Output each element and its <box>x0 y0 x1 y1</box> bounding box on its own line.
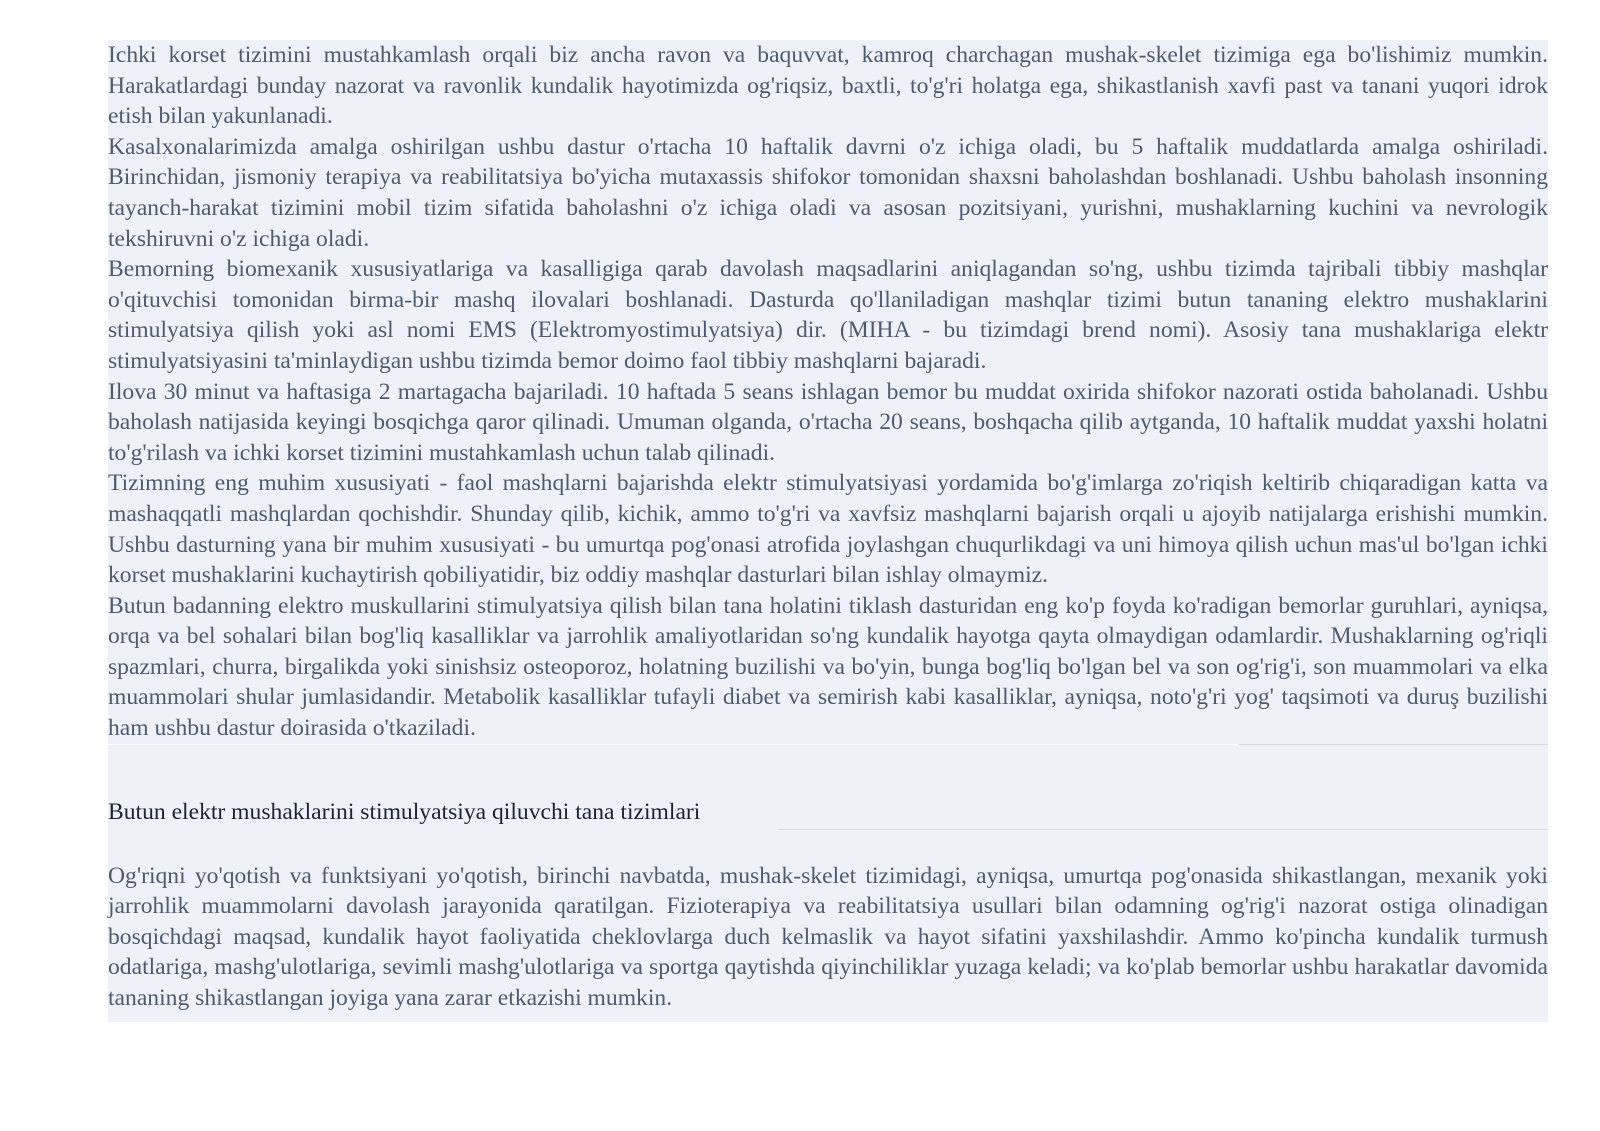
spacer <box>108 831 1548 861</box>
document-page <box>108 40 1548 1022</box>
paragraph: Butun badanning elektro muskullarini stimulyatsiya qilish bilan tana holatini tiklash dasturidan eng ko'p foyda ko'radigan bemorlar guruhlari, ayniqsa, orqa va bel sohalari bilan bog'liq kasalliklar va jarrohlik amaliyotlaridan so'ng kundalik hayotga qayta olmaydigan odamlardir. Mushaklarning og'riqli spazmlari, churra, birgalikda yoki sinishsiz osteoporoz, holatning buzilishi va bo'yin, bunga bog'liq bo'lgan bel va son og'rig'i, son muammolari va elka muammolari shular jumlasidandir. Metabolik kasalliklar tufayli diabet va semirish kabi kasalliklar, ayniqsa, noto'g'ri yog' taqsimoti va duruş buzilishi ham ushbu dastur doirasida o'tkaziladi. <box>108 592 1548 742</box>
section-text-block <box>108 861 1548 1022</box>
paragraph: Tizimning eng muhim xususiyati - faol mashqlarni bajarishda elektr stimulyatsiyasi yordamida bo'g'imlarga zo'riqish keltirib chiqaradigan katta va mashaqqatli mashqlardan qochishdir. Shunday qilib, kichik, ammo to'g'ri va xavfsiz mashqlarni bajarish orqali u ajoyib natijalarga erishishi mumkin. Ushbu dasturning yana bir muhim xususiyati - bu umurtqa pog'onasi atrofida joylashgan chuqurlikdagi va uni himoya qilish uchun mas'ul bo'lgan ichki korset mushaklarini kuchaytirish qobiliyatidir, biz oddiy mashqlar dasturlari bilan ishlay olmaymiz. <box>108 470 1548 589</box>
main-text-block <box>108 40 1548 744</box>
section-heading: Butun elektr mushaklarini stimulyatsiya qiluvchi tana tizimlari <box>108 798 701 825</box>
paragraph: Bemorning biomexanik xususiyatlariga va kasalligiga qarab davolash maqsadlarini aniqlagandan so'ng, ushbu tizimda tajribali tibbiy mashqlar o'qituvchisi tomonidan birma-bir mashq ilovalari boshlanadi. Dasturda qo'llaniladigan mashqlar tizimi butun tananing elektro mushaklarini stimulyatsiya qilish yoki asl nomi EMS (Elektromyostimulyatsiya) dir. (MIHA - bu tizimdagi brend nomi). Asosiy tana mushaklariga elektr stimulyatsiyasini ta'minlaydigan ushbu tizimda bemor doimo faol tibbiy mashqlarni bajaradi. <box>108 256 1548 374</box>
paragraph: Og'riqni yo'qotish va funktsiyani yo'qotish, birinchi navbatda, mushak-skelet tizimidagi, ayniqsa, umurtqa pog'onasida shikastlangan, mexanik yoki jarrohlik muammolarni davolash jarayonida qaratilgan. Fizioterapiya va reabilitatsiya usullari bilan odamning og'rig'i nazorat ostiga olinadigan bosqichdagi maqsad, kundalik hayot faoliyatida cheklovlarga duch kelmaslik va hayot sifatini yaxshilashdir. Ammo ko'pincha kundalik turmush odatlariga, mashg'ulotlariga, sevimli mashg'ulotlariga va sportga qaytishda qiyinchiliklar yuzaga keladi; va ko'plab bemorlar ushbu harakatlar davomida tananing shikastlangan joyiga yana zarar etkazishi mumkin. <box>108 862 1548 1012</box>
paragraph: Kasalxonalarimizda amalga oshirilgan ushbu dastur o'rtacha 10 haftalik davrni o'z ichiga oladi, bu 5 haftalik muddatlarda amalga oshiriladi. Birinchidan, jismoniy terapiya va reabilitatsiya bo'yicha mutaxassis shifokor tomonidan shaxsni baholashdan boshlanadi. Ushbu baholash insonning tayanch-harakat tizimini mobil tizim sifatida baholashni o'z ichiga oladi va asosan pozitsiyani, yurishni, mushaklarning kuchini va nevrologik tekshiruvni o'z ichiga oladi. <box>108 133 1548 252</box>
paragraph: Ilova 30 minut va haftasiga 2 martagacha bajariladi. 10 haftada 5 seans ishlagan bemor bu muddat oxirida shifokor nazorati ostida baholanadi. Ushbu baholash natijasida keyingi bosqichga qaror qilinadi. Umuman olganda, o'rtacha 20 seans, boshqacha qilib aytganda, 10 haftalik muddat yaxshi holatni to'g'rilash va ichki korset tizimini mustahkamlash uchun talab qilinadi. <box>108 378 1548 466</box>
section-heading-row <box>108 797 1548 831</box>
paragraph: Ichki korset tizimini mustahkamlash orqali biz ancha ravon va baquvvat, kamroq charchagan mushak-skelet tizimiga ega bo'lishimiz mumkin. Harakatlardagi bunday nazorat va ravonlik kundalik hayotimizda og'riqsiz, baxtli, to'g'ri holatga ega, shikastlanish xavfi past va tanani yuqori idrok etish bilan yakunlanadi. <box>108 42 1548 130</box>
spacer <box>108 745 1548 797</box>
heading-divider <box>778 829 1548 830</box>
